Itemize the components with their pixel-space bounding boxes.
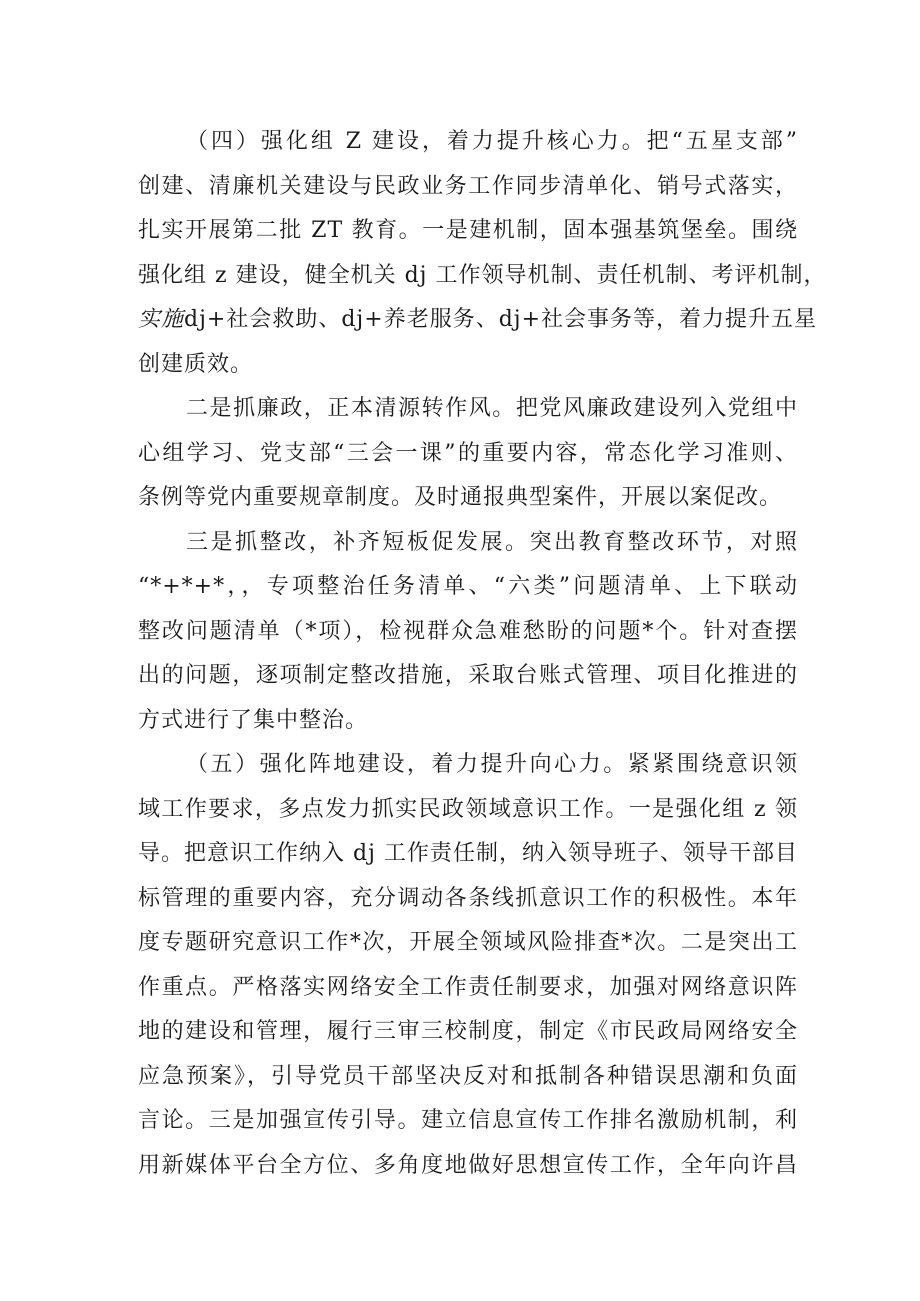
text-line: 整改问题清单（*项），检视群众急难愁盼的问题*个。针对查摆 [138, 618, 798, 644]
text-line: （五）强化阵地建设，着力提升向心力。紧紧围绕意识领 [186, 752, 798, 777]
text-line: 三是抓整改，补齐短板促发展。突出教育整改环节，对照 [186, 529, 798, 555]
text-line: 用新媒体平台全方位、多角度地做好思想宣传工作，全年向许昌 [138, 1152, 798, 1178]
text-line: 度专题研究意识工作*次，开展全领域风险排查*次。二是突出工 [138, 930, 798, 955]
text-line: 导。把意识工作纳入 dj 工作责任制，纳入领导班子、领导干部目 [138, 841, 798, 866]
italic-prefix: 实施 [138, 307, 185, 332]
paragraph-clean-governance [138, 387, 798, 521]
text-line: 扎实开展第二批 ZT 教育。一是建机制，固本强基筑堡垒。围绕 [138, 218, 798, 243]
text-line: 作重点。严格落实网络安全工作责任制要求，加强对网络意识阵 [138, 974, 798, 1000]
text-line-rest: dj+社会救助、dj+养老服务、dj+社会事务等，着力提升五星 [184, 307, 818, 332]
text-line: 域工作要求，多点发力抓实民政领域意识工作。一是强化组 z 领 [138, 796, 798, 822]
paragraph-5-position-building [138, 743, 798, 1188]
text-line: 出的问题，逐项制定整改措施，采取台账式管理、项目化推进的 [138, 663, 798, 688]
text-line: 创建、清廉机关建设与民政业务工作同步清单化、销号式落实， [138, 173, 798, 199]
text-line: 言论。三是加强宣传引导。建立信息宣传工作排名激励机制，利 [138, 1108, 798, 1133]
text-line: “*+*+*，，专项整治任务清单、“六类”问题清单、上下联动 [138, 574, 798, 599]
document-body [138, 120, 827, 1188]
text-line: 强化组 z 建设，健全机关 dj 工作领导机制、责任机制、考评机制， [138, 262, 827, 288]
text-line: 心组学习、党支部“三会一课”的重要内容，常态化学习准则、 [138, 440, 798, 466]
text-line: 二是抓廉政，正本清源转作风。把党风廉政建设列入党组中 [186, 396, 798, 421]
paragraph-4-org-building [138, 120, 827, 387]
text-line: 条例等党内重要规章制度。及时通报典型案件，开展以案促改。 [138, 485, 783, 510]
text-line: 应急预案》，引导党员干部坚决反对和抵制各种错误思潮和负面 [138, 1063, 798, 1089]
paragraph-rectification [138, 521, 798, 744]
text-line: 标管理的重要内容，充分调动各条线抓意识工作的积极性。本年 [138, 885, 798, 911]
text-line: 地的建设和管理，履行三审三校制度，制定《市民政局网络安全 [138, 1019, 798, 1044]
text-line: 创建质效。 [138, 351, 254, 377]
text-line: 方式进行了集中整治。 [138, 707, 369, 733]
text-line: （四）强化组 Z 建设，着力提升核心力。把“五星支部” [186, 129, 798, 154]
text-line [138, 298, 818, 343]
